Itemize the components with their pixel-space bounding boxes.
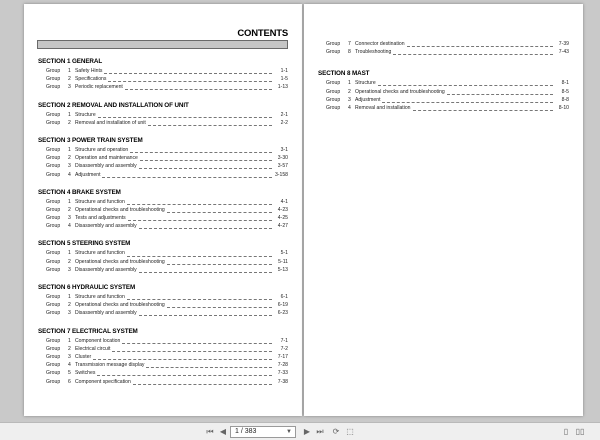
entry-group-number: 2: [68, 119, 71, 126]
entry-group-number: 1: [68, 111, 71, 118]
entry-page-number: 1-5: [280, 76, 288, 83]
entry-group-label: Group: [46, 171, 61, 178]
toc-section: [38, 100, 288, 127]
dot-leader: [167, 207, 272, 213]
entry-group-number: 7: [348, 41, 351, 47]
entry-title: Disassembly and assembly: [75, 163, 137, 170]
toc-entry[interactable]: [38, 162, 288, 170]
entry-title: Structure and operation: [75, 146, 129, 153]
entry-group-number: 2: [68, 345, 71, 352]
toc-entry[interactable]: [38, 206, 288, 214]
page-indicator: 1 / 383: [235, 428, 257, 435]
entry-group-number: 1: [68, 294, 71, 300]
entry-group-label: Group: [46, 302, 61, 309]
toc-entry[interactable]: [38, 361, 288, 369]
entry-group-label: Group: [326, 49, 341, 56]
toc-entry[interactable]: [38, 293, 288, 301]
entry-title: Operational checks and troubleshooting: [75, 206, 165, 213]
section-heading: SECTION 7 ELECTRICAL SYSTEM: [38, 327, 138, 335]
toc-section: [38, 326, 288, 386]
entry-title: Transmission message display: [75, 362, 145, 369]
entry-page-number: 3-158: [274, 171, 288, 178]
toc-entry[interactable]: [318, 48, 569, 56]
entry-page-number: 8-8: [561, 96, 569, 103]
toc-entry[interactable]: [38, 345, 288, 353]
entry-title: Removal and installation: [355, 104, 411, 111]
entry-title: Specifications: [75, 76, 107, 83]
toc-entry[interactable]: [38, 111, 288, 119]
right-page: [304, 4, 583, 416]
entry-page-number: 7-2: [280, 345, 288, 352]
entry-page-number: 4-23: [277, 206, 288, 213]
dot-leader: [122, 338, 272, 344]
toc-entry[interactable]: [38, 154, 288, 162]
entry-group-label: Group: [46, 337, 61, 344]
entry-page-number: 8-5: [561, 88, 569, 95]
dot-leader: [97, 370, 272, 376]
entry-group-number: 3: [348, 96, 351, 103]
entry-page-number: 7-43: [558, 49, 569, 56]
entry-page-number: 6-23: [277, 310, 288, 317]
entry-page-number: 1-1: [280, 68, 288, 74]
toc-entry[interactable]: [38, 369, 288, 377]
entry-page-number: 4-25: [277, 215, 288, 222]
entry-group-label: Group: [46, 163, 61, 170]
entry-group-label: Group: [326, 88, 341, 95]
entry-title: Operational checks and troubleshooting: [75, 302, 165, 309]
entry-page-number: 8-10: [558, 104, 569, 111]
toc-section: [38, 56, 288, 92]
single-page-icon[interactable]: ▯: [563, 427, 569, 436]
entry-group-label: Group: [46, 68, 61, 74]
toc-entry[interactable]: [38, 249, 288, 257]
toc-entry[interactable]: [318, 40, 569, 48]
entry-group-label: Group: [46, 223, 61, 230]
entry-title: Adjustment: [75, 171, 101, 178]
left-contents-column: [38, 56, 288, 394]
entry-page-number: 2-2: [280, 119, 288, 126]
section-heading: SECTION 5 STEERING SYSTEM: [38, 240, 131, 248]
entry-group-number: 2: [348, 88, 351, 95]
prev-page-icon[interactable]: ◀: [219, 427, 227, 436]
toc-entry[interactable]: [38, 214, 288, 222]
entry-group-number: 3: [68, 266, 71, 273]
entry-page-number: 5-13: [277, 266, 288, 273]
dot-leader: [104, 68, 272, 74]
dot-leader: [112, 346, 272, 352]
dot-leader: [128, 215, 272, 221]
toc-section-continued: [318, 40, 569, 56]
toc-section: [38, 282, 288, 318]
title-underline-bar: [37, 40, 288, 49]
dot-leader: [139, 267, 272, 273]
toc-entry[interactable]: [38, 301, 288, 309]
entry-page-number: 7-38: [277, 378, 288, 385]
entry-group-label: Group: [46, 378, 61, 385]
entry-group-label: Group: [46, 266, 61, 273]
dot-leader: [93, 354, 272, 360]
page-number-input[interactable]: [230, 426, 296, 438]
entry-group-number: 3: [68, 353, 71, 360]
right-contents-column: [318, 40, 569, 120]
entry-page-number: 7-28: [277, 362, 288, 369]
dot-leader: [133, 379, 272, 385]
toc-entry[interactable]: [38, 75, 288, 83]
entry-group-label: Group: [46, 119, 61, 126]
section-heading: SECTION 6 HYDRAULIC SYSTEM: [38, 284, 136, 291]
entry-group-number: 1: [68, 250, 71, 257]
entry-title: Structure and function: [75, 294, 125, 300]
entry-group-label: Group: [326, 41, 341, 47]
toc-section: [38, 187, 288, 231]
dot-leader: [139, 223, 272, 229]
entry-group-label: Group: [46, 155, 61, 162]
entry-page-number: 4-1: [280, 198, 288, 205]
toc-entry[interactable]: [318, 96, 569, 104]
toc-entry[interactable]: [38, 67, 288, 75]
dot-leader: [139, 310, 272, 316]
entry-page-number: 8-1: [561, 80, 569, 87]
entry-page-number: 7-39: [558, 41, 569, 47]
section-heading: SECTION 3 POWER TRAIN SYSTEM: [38, 136, 143, 144]
dot-leader: [407, 41, 553, 47]
toc-entry[interactable]: [318, 79, 569, 87]
entry-group-label: Group: [46, 362, 61, 369]
entry-title: Structure and function: [75, 198, 125, 205]
entry-group-number: 3: [68, 84, 71, 91]
entry-group-label: Group: [46, 215, 61, 222]
entry-page-number: 6-19: [277, 302, 288, 309]
page-title: CONTENTS: [237, 28, 288, 39]
entry-group-label: Group: [46, 370, 61, 377]
entry-title: Safety Hints: [75, 68, 103, 74]
entry-title: Disassembly and assembly: [75, 266, 137, 273]
toc-entry[interactable]: [38, 198, 288, 206]
entry-group-number: 2: [68, 155, 71, 162]
entry-group-number: 2: [68, 258, 71, 265]
left-page: [24, 4, 302, 416]
dot-leader: [447, 89, 553, 95]
dot-leader: [139, 163, 272, 169]
entry-group-label: Group: [46, 250, 61, 257]
entry-title: Operation and maintenance: [75, 155, 138, 162]
toc-entry[interactable]: [38, 146, 288, 154]
entry-page-number: 7-17: [277, 353, 288, 360]
entry-group-label: Group: [46, 146, 61, 153]
entry-title: Tests and adjustments: [75, 215, 126, 222]
entry-title: Connector destination: [355, 41, 405, 47]
entry-group-number: 4: [68, 171, 71, 178]
entry-group-label: Group: [46, 198, 61, 205]
entry-page-number: 2-1: [280, 111, 288, 118]
dot-leader: [125, 84, 272, 90]
first-page-icon[interactable]: ⏮: [206, 427, 214, 436]
entry-group-number: 4: [348, 104, 351, 111]
dot-leader: [102, 172, 272, 178]
entry-group-label: Group: [46, 76, 61, 83]
entry-title: Structure and function: [75, 250, 125, 257]
dot-leader: [130, 147, 272, 153]
entry-group-number: 8: [348, 49, 351, 56]
toc-entry[interactable]: [318, 104, 569, 112]
entry-title: Disassembly and assembly: [75, 223, 137, 230]
entry-page-number: 6-1: [280, 294, 288, 300]
dot-leader: [167, 259, 272, 265]
dot-leader: [127, 251, 272, 257]
entry-page-number: 5-1: [280, 250, 288, 257]
entry-group-number: 2: [68, 302, 71, 309]
entry-group-number: 1: [68, 337, 71, 344]
entry-group-number: 3: [68, 163, 71, 170]
toc-entry[interactable]: [38, 119, 288, 127]
two-page-icon[interactable]: ▯▯: [575, 427, 585, 436]
section-heading: SECTION 4 BRAKE SYSTEM: [38, 188, 121, 196]
dot-leader: [98, 112, 272, 118]
entry-title: Operational checks and troubleshooting: [75, 258, 165, 265]
entry-title: Switches: [75, 370, 96, 377]
entry-group-label: Group: [46, 258, 61, 265]
dot-leader: [146, 362, 272, 368]
fit-page-icon[interactable]: ⬚: [346, 427, 354, 436]
section-heading: SECTION 8 MAST: [318, 70, 370, 78]
toc-entry[interactable]: [38, 378, 288, 386]
entry-page-number: 3-30: [277, 155, 288, 162]
toc-entry[interactable]: [38, 353, 288, 361]
entry-page-number: 3-57: [277, 163, 288, 170]
entry-page-number: 4-27: [277, 223, 288, 230]
last-page-icon[interactable]: ⏭: [316, 427, 324, 436]
toc-section: [38, 135, 288, 179]
dot-leader: [413, 105, 554, 111]
entry-page-number: 1-13: [277, 84, 288, 91]
dot-leader: [148, 120, 272, 126]
toc-entry[interactable]: [38, 337, 288, 345]
entry-group-number: 2: [68, 206, 71, 213]
entry-group-label: Group: [326, 104, 341, 111]
toc-entry[interactable]: [38, 258, 288, 266]
toc-section: [38, 238, 288, 274]
entry-group-number: 1: [68, 68, 71, 74]
section-heading: SECTION 2 REMOVAL AND INSTALLATION OF UNIT: [38, 101, 189, 109]
dot-leader: [127, 294, 272, 300]
dot-leader: [108, 76, 272, 82]
toc-entry[interactable]: [318, 88, 569, 96]
entry-group-number: 4: [68, 362, 71, 369]
entry-page-number: 7-1: [280, 337, 288, 344]
entry-group-number: 3: [68, 310, 71, 317]
entry-page-number: 5-11: [278, 258, 288, 265]
entry-group-label: Group: [46, 84, 61, 91]
dot-leader: [127, 199, 272, 205]
entry-group-label: Group: [46, 294, 61, 300]
entry-group-number: 1: [68, 198, 71, 205]
toc-entry[interactable]: [38, 222, 288, 230]
rotate-icon[interactable]: ⟳: [332, 427, 340, 436]
entry-group-label: Group: [46, 353, 61, 360]
dot-leader: [167, 302, 272, 308]
viewer-toolbar: [0, 422, 600, 440]
entry-group-number: 3: [68, 215, 71, 222]
entry-page-number: 7-33: [277, 370, 288, 377]
entry-title: Adjustment: [355, 96, 381, 103]
entry-page-number: 3-1: [280, 146, 288, 153]
entry-group-label: Group: [326, 96, 341, 103]
dot-leader: [393, 49, 553, 55]
entry-title: Cluster: [75, 353, 92, 360]
entry-title: Structure: [355, 80, 376, 87]
entry-title: Disassembly and assembly: [75, 310, 137, 317]
section-heading: SECTION 1 GENERAL: [38, 58, 103, 65]
toc-entry[interactable]: [38, 171, 288, 179]
entry-group-number: 1: [68, 146, 71, 153]
dot-leader: [140, 155, 272, 161]
dot-leader: [382, 97, 553, 103]
dot-leader: [378, 80, 553, 86]
next-page-icon[interactable]: ▶: [303, 427, 311, 436]
toc-entry[interactable]: [38, 83, 288, 91]
chevron-down-icon[interactable]: ▼: [286, 429, 292, 435]
entry-title: Removal and installation of unit: [75, 119, 146, 126]
entry-group-label: Group: [46, 310, 61, 317]
entry-group-number: 5: [68, 370, 71, 377]
entry-group-label: Group: [46, 111, 61, 118]
entry-title: Electrical circuit: [75, 345, 111, 352]
entry-title: Operational checks and troubleshooting: [355, 88, 445, 95]
entry-group-label: Group: [46, 206, 61, 213]
entry-group-label: Group: [326, 80, 341, 87]
entry-title: Component specification: [75, 378, 131, 385]
entry-title: Periodic replacement: [75, 84, 123, 91]
toc-section: [318, 68, 569, 112]
entry-title: Component location: [75, 337, 121, 344]
entry-title: Troubleshooting: [355, 49, 392, 56]
entry-group-number: 1: [348, 80, 351, 87]
entry-group-number: 2: [68, 76, 71, 83]
entry-group-label: Group: [46, 345, 61, 352]
entry-group-number: 6: [68, 378, 71, 385]
toc-entry[interactable]: [38, 309, 288, 317]
toc-entry[interactable]: [38, 266, 288, 274]
entry-title: Structure: [75, 111, 96, 118]
entry-group-number: 4: [68, 223, 71, 230]
